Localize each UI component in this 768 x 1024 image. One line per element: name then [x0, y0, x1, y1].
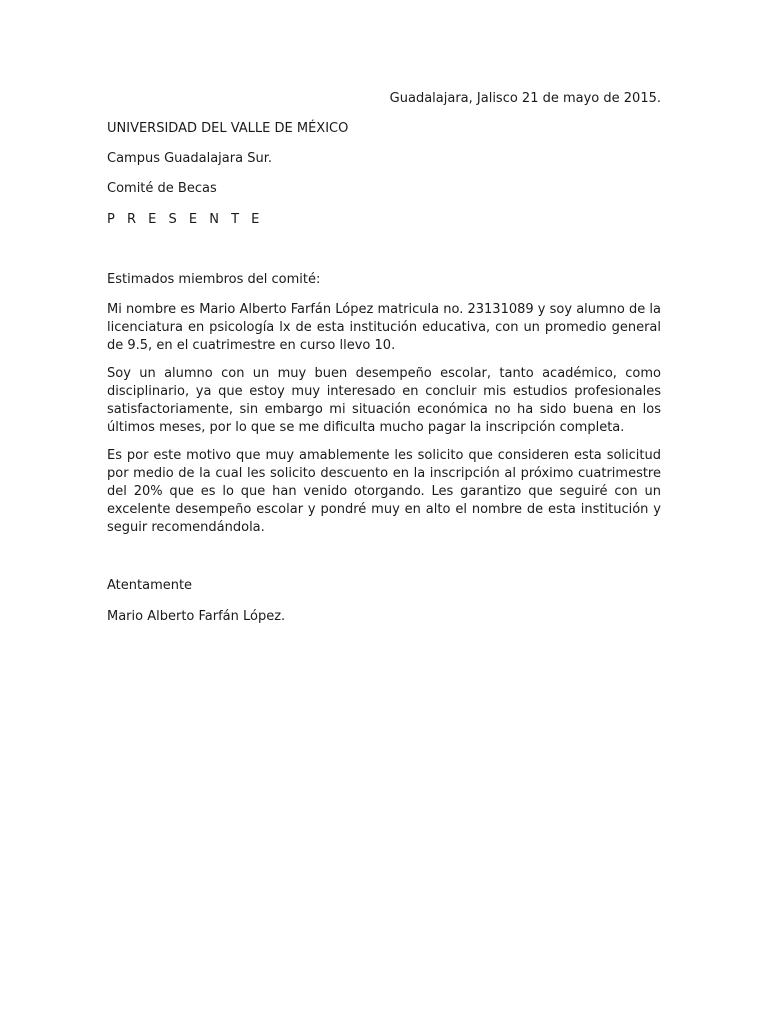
salutation: Estimados miembros del comité:: [107, 272, 321, 287]
paragraph-introduction: Mi nombre es Mario Alberto Farfán López matricula no. 23131089 y soy alumno de la licenciatura en psicología lx de esta institución educativa, con un promedio general de 9.5, en el cuatrimestre en curso llevo 10.: [107, 302, 661, 353]
recipient-campus: Campus Guadalajara Sur.: [107, 151, 272, 166]
closing: Atentamente: [107, 578, 193, 593]
recipient-department: Comité de Becas: [107, 181, 217, 196]
signature-name: Mario Alberto Farfán López.: [107, 609, 286, 624]
paragraph-situation: Soy un alumno con un muy buen desempeño escolar, tanto académico, como disciplinario, ya que estoy muy interesado en concluir mis estudios profesionales satisfactoriamente, sin embargo mi situación económica no ha sido buena en los últimos meses, por lo que se me dificulta mucho pagar la inscripción completa.: [107, 366, 661, 435]
paragraph-request: Es por este motivo que muy amablemente les solicito que consideren esta solicitud por medio de la cual les solicito descuento en la inscripción al próximo cuatrimestre del 20% que es lo que han venido otorgando. Les garantizo que seguiré con un excelente desempeño escolar y pondré muy en alto el nombre de esta institución y seguir recomendándola.: [107, 448, 661, 535]
presente-line: P R E S E N T E: [107, 212, 264, 227]
date-line: Guadalajara, Jalisco 21 de mayo de 2015.: [389, 91, 661, 106]
recipient-institution: UNIVERSIDAD DEL VALLE DE MÉXICO: [107, 121, 349, 136]
